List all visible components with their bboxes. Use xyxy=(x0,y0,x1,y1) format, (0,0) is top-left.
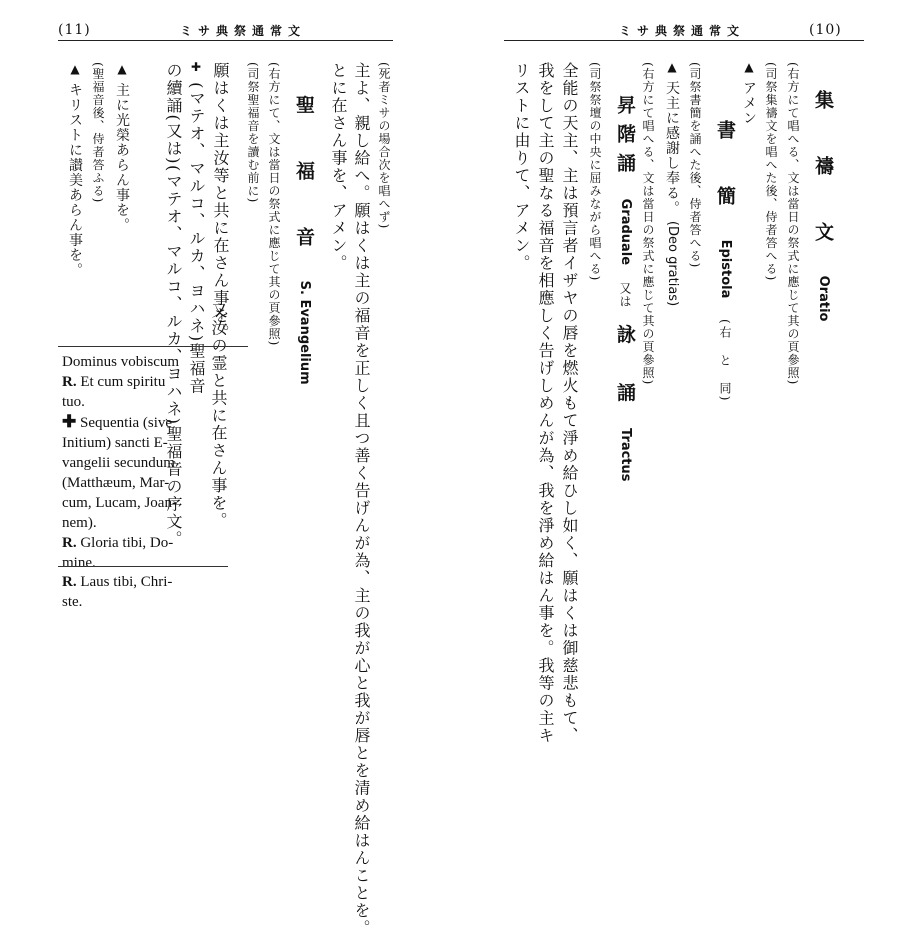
oratio-heading xyxy=(813,90,832,321)
latin-line: R. Laus tibi, Chri- xyxy=(62,574,173,590)
right-munda-prayer-3: リストに由りて、アメン。 xyxy=(512,62,531,272)
latin-line: nem). xyxy=(62,515,97,531)
bullet-icon: ▲ xyxy=(742,60,756,75)
oratio-heading-latin: Oratio xyxy=(816,275,831,322)
left-rubric-before-gospel: (司祭聖福音を讀む前に) xyxy=(246,62,260,204)
right-rubric-after-epistola: (司祭書簡を誦へた後、侍者答へる) xyxy=(688,62,702,269)
latin-line: cum, Lucam, Joan- xyxy=(62,495,177,511)
left-sequentia-ja-cont: の續誦(又は)(マテオ、マルコ、ルカ、ヨハネ)聖福音の序文。 xyxy=(164,62,183,548)
latin-line: tuo. xyxy=(62,394,85,410)
epistola-heading-ja: 書 簡 xyxy=(714,120,736,219)
cross-icon: ✚ xyxy=(62,412,77,431)
left-rubric-dead-mass: (死者ミサの場合次を唱へず) xyxy=(377,62,391,230)
epistola-heading xyxy=(715,120,734,402)
left-running-header: ミサ典祭通常文 xyxy=(180,24,307,38)
left-et-cum-ja: 又汝の霊と共に在さん事を。 xyxy=(209,302,228,530)
graduale-heading-latin: Graduale xyxy=(618,198,633,266)
oratio-heading-ja: 集 禱 文 xyxy=(812,90,834,255)
gospel-heading-ja: 聖 福 音 xyxy=(293,95,315,260)
latin-line: R. Gloria tibi, Do- xyxy=(62,535,174,551)
right-page xyxy=(449,0,898,745)
latin-line: ✚ Sequentia (sive xyxy=(62,412,173,431)
left-page-number: (11) xyxy=(58,22,91,38)
latin-line: vangelii secundum xyxy=(62,455,175,471)
left-gloria-ja: ▲ 主に光榮あらん事を。 xyxy=(114,62,130,233)
left-rubric-right-side: (右方にて、文は當日の祭式に應じて其の頁參照) xyxy=(267,62,281,347)
bullet-icon: ▲ xyxy=(115,62,129,77)
right-running-header: ミサ典祭通常文 xyxy=(619,24,746,38)
left-rubric-after-gospel: (聖福音後、侍者答ふる) xyxy=(91,62,105,204)
left-prayer-munda: 主よ、親し給へ。願はくは主の福音を正しく且つ善く告げんが為、主の我が心と我が唇とを清め給はんことを。 xyxy=(352,62,371,937)
latin-line: ste. xyxy=(62,594,83,610)
right-rubric-graduale: (右方にて唱へる、文は當日の祭式に應じて其の頁參照) xyxy=(641,62,655,386)
graduale-heading xyxy=(615,95,634,482)
left-prayer-end: とに在さん事を、アメン。 xyxy=(329,62,348,272)
latin-gospel-block xyxy=(62,352,222,573)
epistola-note: (右 と 同) xyxy=(718,319,732,403)
gospel-heading xyxy=(294,95,313,385)
right-rubric-munda: (司祭祭壇の中央に屈みながら唱へる) xyxy=(588,62,602,282)
cross-icon: ✚ xyxy=(189,60,203,76)
graduale-or: 又は xyxy=(618,281,632,308)
right-page-number: (10) xyxy=(809,22,842,38)
latin-line: Initium) sancti E- xyxy=(62,435,168,451)
left-sequentia-ja: ✚ (マテオ、マルコ、ルカ、ヨハネ)聖福音 xyxy=(187,60,206,396)
right-munda-prayer-1: 全能の天主、主は預言者イザヤの唇を燃火もて淨め給ひし如く、願はくは御慈悲もて、 xyxy=(560,62,579,745)
latin-laus-block xyxy=(62,572,222,612)
bullet-icon: ▲ xyxy=(68,62,82,77)
latin-line: (Matthæum, Mar- xyxy=(62,475,170,491)
gospel-heading-latin: S. Evangelium xyxy=(297,280,312,385)
tractus-heading-ja: 詠 誦 xyxy=(614,324,636,412)
left-laus-ja: ▲ キリストに讃美あらん事を。 xyxy=(67,62,83,278)
left-latin-rule-mid xyxy=(58,566,228,567)
tractus-heading-latin: Tractus xyxy=(618,427,633,482)
right-amen: ▲ アメン xyxy=(741,60,757,126)
right-deo-gratias: ▲ 天主に感謝し奉る。 (Deo gratias) xyxy=(664,60,680,307)
latin-line: R. Et cum spiritu xyxy=(62,374,166,390)
latin-line: mine. xyxy=(62,555,96,571)
left-dominus-ja: 願はくは主汝等と共に在さん事を。 xyxy=(211,62,230,342)
bullet-icon: ▲ xyxy=(665,60,679,75)
right-rubric-after-oratio: (司祭集禱文を唱へた後、侍者答へる) xyxy=(764,62,778,282)
left-latin-rule-top xyxy=(58,346,248,347)
graduale-heading-ja: 昇階誦 xyxy=(614,95,636,182)
epistola-heading-latin: Epistola xyxy=(718,239,733,299)
right-rubric-oratio: (右方にて唱へる、文は當日の祭式に應じて其の頁參照) xyxy=(786,62,800,386)
right-munda-prayer-2: 我をして主の聖なる福音を相應しく告げしめんが為、我を淨め給はん事を。我等の主キ xyxy=(536,62,555,745)
left-header-rule xyxy=(58,40,393,41)
latin-line: Dominus vobiscum xyxy=(62,354,180,370)
right-header-rule xyxy=(504,40,864,41)
